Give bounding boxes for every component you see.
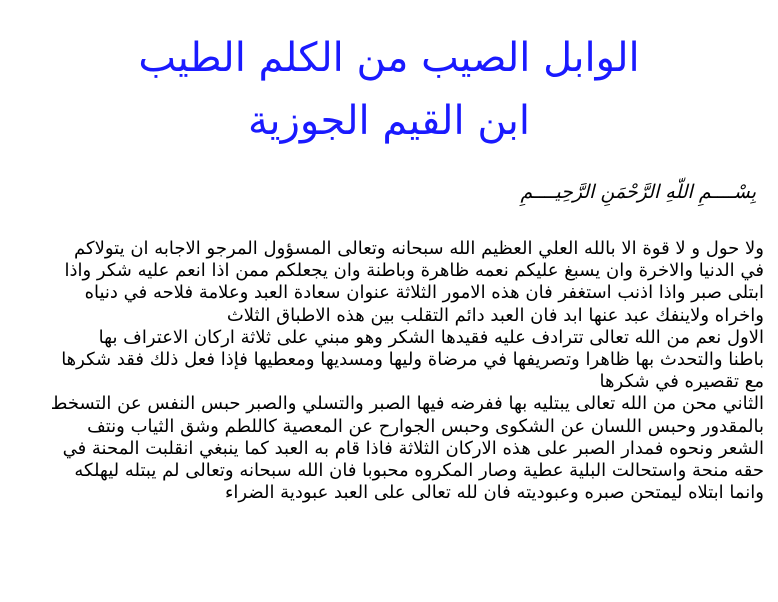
text-line: باطنا والتحدث بها ظاهرا وتصريفها في مرضاة وليها ومسديها ومعطيها فإذا فعل ذلك فقد شكرها <box>61 349 764 371</box>
text-line: بالمقدور وحبس اللسان عن الشكوى وحبس الجوارح عن المعصية كاللطم وشق الثياب ونتف <box>87 415 764 437</box>
body-text <box>14 238 764 504</box>
text-line: حقه منحة واستحالت البلية عطية وصار المكروه محبوبا فان الله سبحانه وتعالى لم يبتله ليهلكه <box>74 460 764 482</box>
text-line: الشعر ونحوه فمدار الصبر على هذه الاركان الثلاثة فاذا قام به العبد كما ينبغي انقلبت المحنة في <box>62 437 764 459</box>
text-line: مع تقصيره في شكرها <box>599 371 764 393</box>
author-name: ابن القيم الجوزية <box>247 98 531 144</box>
text-line: ولا حول و لا قوة الا بالله العلي العظيم الله سبحانه وتعالى المسؤول المرجو الاجابه ان يتولاكم <box>74 238 764 259</box>
text-line: الاول نعم من الله تعالى تترادف عليه فقيدها الشكر وهو مبني على ثلاثة اركان الاعتراف بها <box>98 326 764 348</box>
text-line: في الدنيا والاخرة وان يسبغ عليكم نعمه ظاهرة وباطنة وان يجعلكم ممن اذا انعم عليه شكر واذا <box>64 260 764 282</box>
text-line: الثاني محن من الله تعالى يبتليه بها ففرضه فيها الصبر والتسلي والصبر حبس النفس عن التسخط <box>50 393 764 415</box>
book-title: الوابل الصيب من الكلم الطيب <box>138 35 640 81</box>
text-line: واخراه ولاينفك عبد عنها ابد فان العبد دائم التقلب بين هذه الاطباق الثلاث <box>226 304 764 326</box>
basmala: بِسْــــمِ اللّهِ الرَّحْمَنِ الرَّحِيــــمِ <box>520 181 756 203</box>
text-line: وانما ابتلاه ليمتحن صبره وعبوديته فان لله تعالى على العبد عبودية الضراء <box>224 482 764 504</box>
text-line: ابتلى صبر واذا اذنب استغفر فان هذه الامور الثلاثة عنوان سعادة العبد وعلامة فلاحه في دنياه <box>84 282 764 304</box>
